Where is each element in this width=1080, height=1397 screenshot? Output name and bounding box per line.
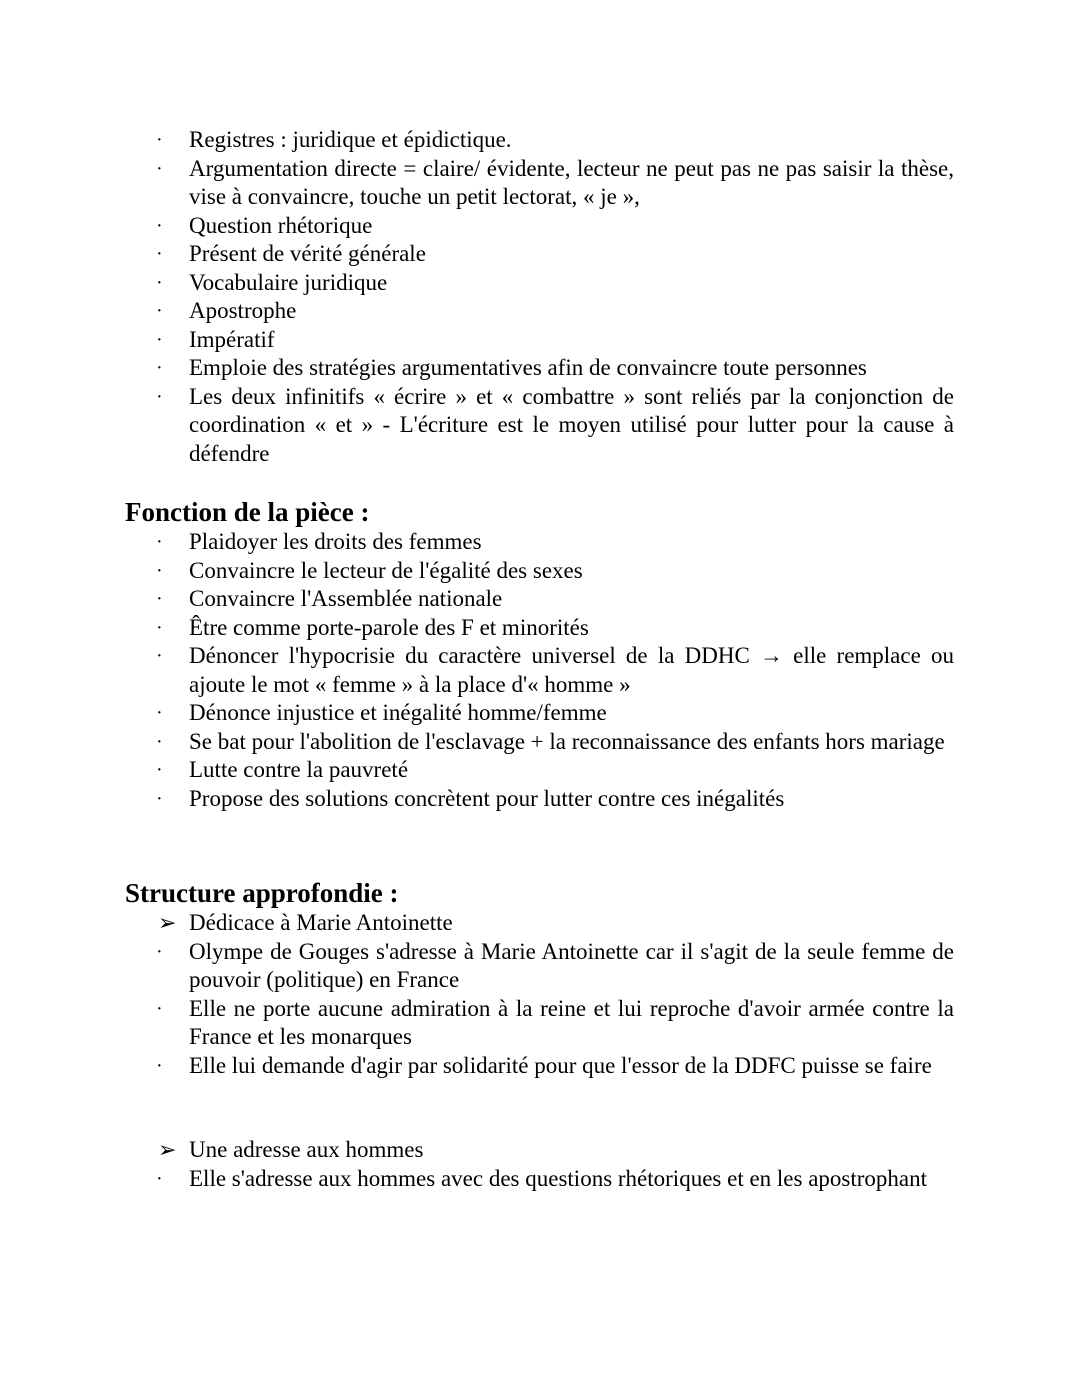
list-item: · Olympe de Gouges s'adresse à Marie Antoinette car il s'agit de la seule femme de pouvoir (politique) en France [156, 938, 954, 992]
list-item: · Convaincre le lecteur de l'égalité des sexes [0, 557, 954, 586]
list-item: · Emploie des stratégies argumentatives afin de convaincre toute personnes [0, 354, 954, 383]
bullet-dot-icon: · [156, 559, 163, 582]
bullet-dot-icon: · [156, 645, 163, 667]
structure-dedicace-list [0, 909, 1080, 1080]
bullet-dot-icon: · [156, 385, 163, 408]
bullet-dot-icon: · [156, 328, 163, 351]
bullet-dot-icon: · [156, 129, 163, 151]
list-item: · Présent de vérité générale [0, 240, 954, 269]
bullet-dot-icon: · [156, 1167, 163, 1190]
list-item: · Être comme porte-parole des F et minorités [0, 614, 954, 643]
list-item-subheading: ➢ Dédicace à Marie Antoinette [0, 909, 954, 938]
bullet-dot-icon: · [156, 243, 163, 265]
list-item-subheading: ➢ Une adresse aux hommes [0, 1136, 954, 1165]
structure-hommes-list [0, 1136, 1080, 1193]
bullet-dot-icon: · [156, 300, 163, 322]
bullet-dot-icon: · [156, 616, 163, 639]
list-item: · Apostrophe [0, 297, 954, 326]
section-heading-fonction: Fonction de la pièce : [125, 497, 370, 527]
arrow-bullet-icon: ➢ [158, 1137, 177, 1162]
list-item: · Se bat pour l'abolition de l'esclavage + la reconnaissance des enfants hors mariage [0, 728, 954, 757]
list-item: · Impératif [0, 326, 954, 355]
list-item: · Argumentation directe = claire/ évidente, lecteur ne peut pas ne pas saisir la thèse, vise à convaincre, touche un petit lectorat, « je », [156, 155, 954, 209]
list-item: · Vocabulaire juridique [0, 269, 954, 298]
bullet-dot-icon: · [156, 787, 163, 810]
list-item: · Dénonce injustice et inégalité homme/femme [0, 699, 954, 728]
top-bullet-list [0, 126, 1080, 468]
bullet-dot-icon: · [156, 759, 163, 781]
list-item: · Plaidoyer les droits des femmes [0, 528, 954, 557]
list-item: · Les deux infinitifs « écrire » et « combattre » sont reliés par la conjonction de coordination « et » - L'écriture est le moyen utilisé pour lutter pour la cause à défendre [156, 383, 954, 466]
bullet-dot-icon: · [156, 531, 163, 553]
list-item: · Propose des solutions concrètent pour lutter contre ces inégalités [0, 785, 954, 814]
bullet-dot-icon: · [156, 940, 163, 963]
bullet-dot-icon: · [156, 157, 163, 180]
section-heading-structure: Structure approfondie : [125, 878, 399, 908]
fonction-bullet-list [0, 528, 1080, 813]
list-item: · Registres : juridique et épidictique. [0, 126, 954, 155]
bullet-dot-icon: · [156, 730, 163, 753]
bullet-dot-icon: · [156, 702, 163, 724]
bullet-dot-icon: · [156, 588, 163, 610]
list-item: · Question rhétorique [0, 212, 954, 241]
bullet-dot-icon: · [156, 271, 163, 294]
list-item: · Dénoncer l'hypocrisie du caractère universel de la DDHC → elle remplace ou ajoute le mot « femme » à la place d'« homme » [156, 643, 954, 697]
bullet-dot-icon: · [156, 997, 163, 1020]
list-item: · Elle s'adresse aux hommes avec des questions rhétoriques et en les apostrophant [0, 1165, 954, 1194]
bullet-dot-icon: · [156, 214, 163, 237]
list-item: · Elle ne porte aucune admiration à la reine et lui reproche d'avoir armée contre la France et les monarques [156, 995, 954, 1049]
arrow-bullet-icon: ➢ [158, 910, 177, 935]
bullet-dot-icon: · [156, 1054, 163, 1077]
list-item: · Convaincre l'Assemblée nationale [0, 585, 954, 614]
bullet-dot-icon: · [156, 357, 163, 379]
list-item: · Lutte contre la pauvreté [0, 756, 954, 785]
list-item: · Elle lui demande d'agir par solidarité pour que l'essor de la DDFC puisse se faire [0, 1052, 954, 1081]
